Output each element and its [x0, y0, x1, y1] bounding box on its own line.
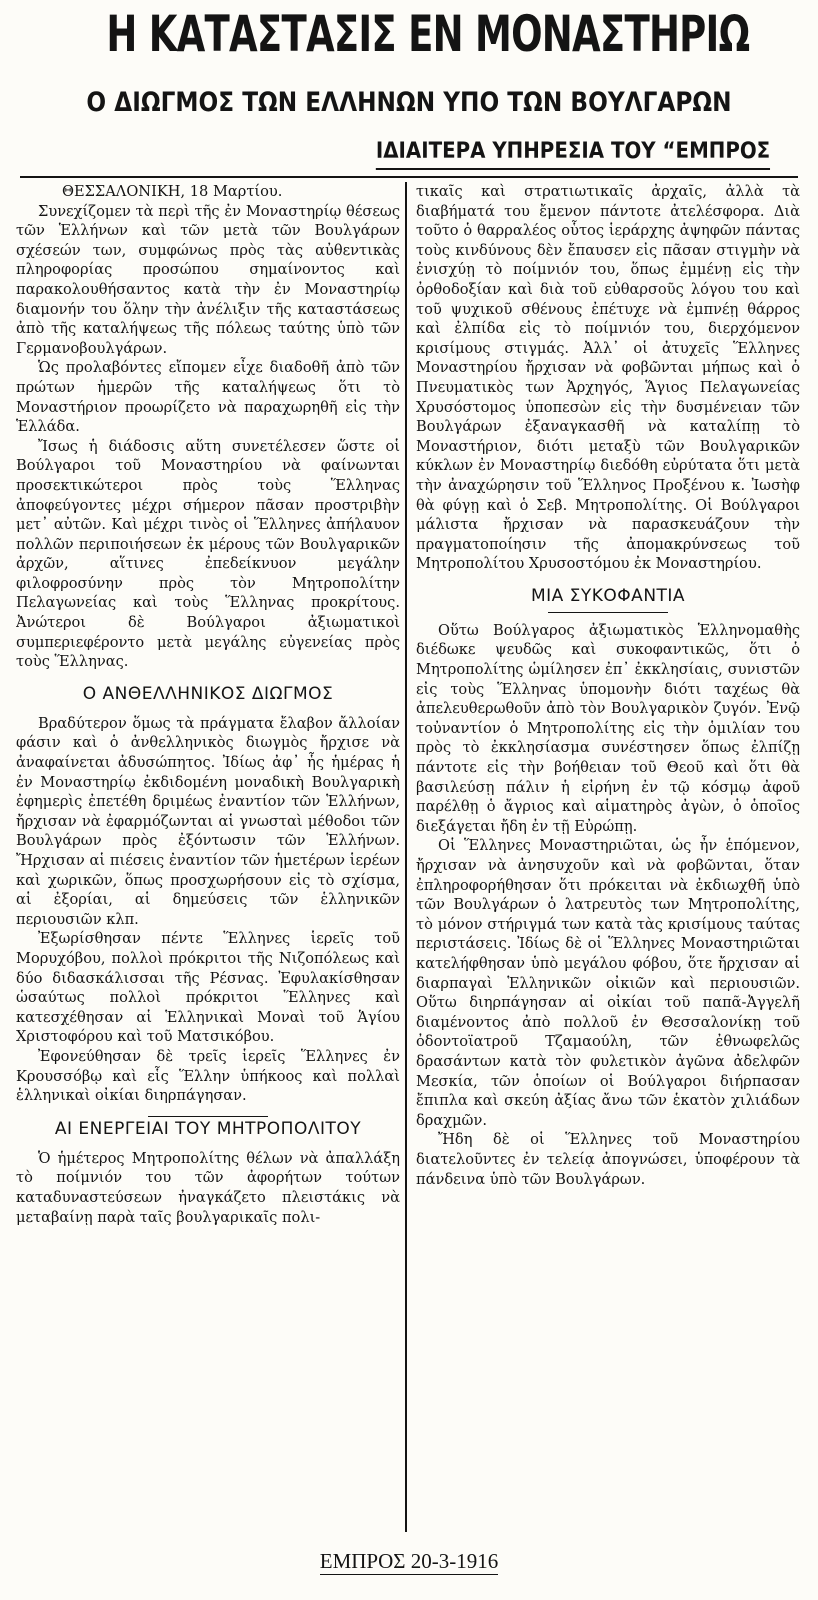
dateline: ΘΕΣΣΑΛΟΝΙΚΗ, 18 Μαρτίου. — [62, 183, 283, 200]
paragraph: Βραδύτερον ὅμως τὰ πράγματα ἔλαβον ἄλλοίαν φάσιν καὶ ὁ ἀνθελληνικὸς διωγμὸς ἤρχισε νὰ ἀναφαίνεται ἀδυσώπητος. Ἰδίως ἀφ᾽ ἧς ἡμέρας ἡ ἐν Μοναστηρίῳ ἐκδιδομένη μοναδικὴ Βουλγαρικὴ ἐφημερὶς ἐπετέθη δριμέως ἐναντίον τῶν Ἑλλήνων, ἤρχισαν νὰ ἐφαρμόζωνται αἱ γνωσταὶ μέθοδοι τῶν Βουλγάρων πρὸς ἐξόντωσιν τῶν Ἑλλήνων. Ἤρχισαν αἱ πιέσεις ἐναντίον τῶν ἡμετέρων ἱερέων καὶ χωρικῶν, ὅπως προσχωρήσουν εἰς τὸ σχίσμα, αἱ ἐξορίαι, αἱ δημεύσεις τῶν ἑλληνικῶν περιουσιῶν κλπ. — [16, 714, 400, 928]
source-caption — [0, 1548, 818, 1574]
section-heading-slander — [416, 584, 800, 613]
subheadline: Ο ΔΙΩΓΜΟΣ ΤΩΝ ΕΛΛΗΝΩΝ ΥΠΟ ΤΩΝ ΒΟΥΛΓΑΡΩΝ — [86, 87, 732, 118]
section-heading-metropolitan-actions — [16, 1116, 400, 1141]
paragraph: Ὁ ἡμέτερος Μητροπολίτης θέλων νὰ ἀπαλλάξη τὸ ποίμνιόν του τῶν ἀφορήτων τούτων καταδυναστεύσεων ἠναγκάζετο πλειστάκις νὰ μεταβαίνῃ παρὰ ταῖς βουλγαρικαῖς πολι- — [16, 1149, 400, 1226]
section-rule — [548, 612, 668, 613]
section-heading-text: ΑΙ ΕΝΕΡΓΕΙΑΙ ΤΟΥ ΜΗΤΡΟΠΟΛΙΤΟΥ — [54, 1118, 362, 1139]
section-rule — [148, 1116, 268, 1117]
headline: Η ΚΑΤΑΣΤΑΣΙΣ ΕΝ ΜΟΝΑΣΤΗΡΙΩ — [106, 5, 750, 63]
paragraph: Οὕτω Βούλγαρος ἀξιωματικὸς Ἑλληνομαθὴς διέδωκε ψευδῶς καὶ συκοφαντικῶς, ὅτι ὁ Μητροπολίτης ὡμίλησεν ἐπ᾽ ἐκκλησίαις, συνιστῶν εἰς τοὺς Ἕλληνας ὑπομονὴν διότι ταχέως θὰ ἀπελευθερωθοῦν ἀπὸ τὸν Βουλγαρικὸν ζυγόν. Ἐνῷ τοὐναντίον ὁ Μητροπολίτης εἰς τὴν ὁμιλίαν του πρὸς τὸ ἐκκλησίασμα συνέστησεν ὅπως ἐλπίζῃ πάντοτε εἰς τὴν βοήθειαν τοῦ Θεοῦ καὶ ὅτι θὰ βασιλεύσῃ πάλιν ἡ εἰρήνη ἐν τῷ κόσμῳ ἀφοῦ παρέλθῃ ὁ ἄγριος καὶ αἱματηρὸς ἀγὼν, ὁ ὁποῖος διεξάγεται ἤδη ἐν τῇ Εὐρώπῃ. — [416, 621, 800, 835]
section-heading-text: ΜΙΑ ΣΥΚΟΦΑΝΤΙΑ — [530, 585, 686, 606]
paragraph: Ὡς προλαβόντες εἴπομεν εἶχε διαδοθῆ ἀπὸ τῶν πρώτων ἡμερῶν τῆς καταλήψεως ὅτι τὸ Μοναστήριον προωρίζετο νὰ παραχωρηθῆ εἰς τὴν Ἑλλάδα. — [16, 359, 400, 436]
section-heading-anti-hellenic-persecution — [16, 682, 400, 706]
paragraph: Ἤδη δὲ οἱ Ἕλληνες τοῦ Μοναστηρίου διατελοῦντες ἐν τελείᾳ ἀπογνώσει, ὑποφέρουν τὰ πάνδεινα ὑπὸ τῶν Βουλγάρων. — [416, 1131, 800, 1188]
paragraph: Ἴσως ἡ διάδοσις αὕτη συνετέλεσεν ὥστε οἱ Βούλγαροι τοῦ Μοναστηρίου νὰ φαίνωνται προσεκτικώτεροι πρὸς τοὺς Ἕλληνας ἀποφεύγοντες μέχρι σήμερον πᾶσαν προστριβὴν μετ᾽ αὐτῶν. Καὶ μέχρι τινὸς οἱ Ἕλληνες ἀπήλαυον πολλῶν περιποιήσεων ἐκ μέρους τῶν Βουλγαρικῶν ἀρχῶν, αἵτινες ἐπεδείκνυον μεγάλην φιλοφροσύνην πρὸς τὸν Μητροπολίτην Πελαγωνείας καὶ τοὺς Ἕλληνας προκρίτους. Ἀνώτεροι δὲ Βούλγαροι ἀξιωματικοὶ συμπεριεφέροντο μετὰ μεγάλης εὐγενείας πρὸς τοὺς Ἕλληνας. — [16, 437, 400, 671]
header-rule — [20, 176, 798, 178]
source-caption-text: ΕΜΠΡΟΣ 20-3-1916 — [319, 1549, 499, 1573]
paragraph: Συνεχίζομεν τὰ περὶ τῆς ἐν Μοναστηρίῳ θέσεως τῶν Ἑλλήνων καὶ τῶν μετὰ τῶν Βουλγάρων σχέσεών των, συμφώνως πρὸς τὰς αὐθεντικὰς πληροφορίας προσώπου σημαίνοντος καὶ παρακολουθήσαντος κατὰ τὴν ἐν Μοναστηρίῳ διαμονήν του ὅλην τὴν ἀνέλιξιν τῆς καταστάσεως ἀπὸ τῆς καταλήψεως τῆς πόλεως ταύτης ὑπὸ τῶν Γερμανοβουλγάρων. — [16, 202, 400, 357]
paragraph: Ἐξωρίσθησαν πέντε Ἕλληνες ἱερεῖς τοῦ Μορυχόβου, πολλοὶ πρόκριτοι τῆς Νιζοπόλεως καὶ δύο διδασκάλισσαι τῆς Ρέσνας. Ἐφυλακίσθησαν ὡσαύτως πολλοὶ πρόκριτοι Ἕλληνες καὶ κατεσχέθησαν αἱ Ἑλληνικαὶ Μοναὶ τοῦ Ἁγίου Χριστοφόρου καὶ τοῦ Ματσικόβου. — [16, 930, 400, 1046]
right-column — [416, 182, 800, 1532]
left-column — [16, 182, 400, 1532]
byline: ΙΔΙΑΙΤΕΡΑ ΥΠΗΡΕΣΙΑ ΤΟΥ “ΕΜΠΡΟΣ — [376, 138, 770, 170]
section-heading-text: Ο ΑΝΘΕΛΛΗΝΙΚΟΣ ΔΙΩΓΜΟΣ — [82, 683, 334, 704]
paragraph: τικαῖς καὶ στρατιωτικαῖς ἀρχαῖς, ἀλλὰ τὰ διαβήματά του ἔμενον πάντοτε ἀτελέσφορα. Διὰ τοῦτο ὁ θαρραλέος οὗτος ἱεράρχης ἀψηφῶν πάντας τοὺς κινδύνους δὲν ἔπαυσεν εἰς πᾶσαν στιγμὴν νὰ ἐνισχύῃ τὸ ποίμνιόν του, ὅπως ἐμμένῃ εἰς τὴν ὀρθοδοξίαν καὶ διὰ τοῦ εὐθαρσοῦς λόγου του καὶ τοῦ ψυχικοῦ σθένους ἐπέτυχε νὰ ἐμπνέῃ θάρρος καὶ ἐλπίδα εἰς τὸ ποίμνιόν του, διερχόμενον κρισίμους στιγμάς. Ἀλλ᾽ οἱ ἀτυχεῖς Ἕλληνες Μοναστηρίου ἤρχισαν νὰ φοβῶνται μήπως καὶ ὁ Πνευματικὸς των Ἀρχηγός, Ἅγιος Πελαγωνείας Χρυσόστομος ὑποπεσὼν εἰς τὴν δυσμένειαν τῶν Βουλγάρων ἐξαναγκασθῆ νὰ καταλίπῃ τὸ Μοναστήριον, διότι μεταξὺ τῶν Βουλγαρικῶν κύκλων ἐν Μοναστηρίῳ διεδόθη εὐρύτατα ὅτι μετὰ τὴν ἀναχώρησιν τοῦ Ἕλληνος Προξένου κ. Ἰωσὴφ θὰ φύγῃ καὶ ὁ Σεβ. Μητροπολίτης. Οἱ Βούλγαροι μάλιστα ἤρχισαν νὰ παρασκευάζουν τὴν πραγματοποίησιν τῆς ἀπομακρύνσεως τοῦ Μητροπολίτου Χρυσοστόμου ἐκ Μοναστηρίου. — [416, 183, 800, 573]
paragraph: Ἐφονεύθησαν δὲ τρεῖς ἱερεῖς Ἕλληνες ἐν Κρουσσόβῳ καὶ εἷς Ἕλλην ὑπήκοος καὶ πολλαὶ ἑλληνικαὶ οἰκίαι διηρπάγησαν. — [16, 1047, 400, 1105]
column-divider — [405, 182, 407, 1532]
paragraph: Οἱ Ἕλληνες Μοναστηριῶται, ὡς ἦν ἑπόμενον, ἤρχισαν νὰ ἀνησυχοῦν καὶ νὰ φοβῶνται, ὅταν ἐπληροφορήθησαν ὅτι πρόκειται νὰ ἐκδιωχθῆ ὑπὸ τῶν Βουλγάρων ὁ λατρευτὸς των Μητροπολίτης, τὸ μόνον στήριγμά των κατὰ τὰς κρισίμους ταύτας περιστάσεις. Ἰδίως δὲ οἱ Ἕλληνες Μοναστηριῶται κατελήφθησαν ὑπὸ μεγάλου φόβου, ὅτε ἤρχισαν αἱ διαρπαγαὶ Ἑλληνικῶν οἰκιῶν καὶ περιουσιῶν. Οὕτω διηρπάγησαν αἱ οἰκίαι τοῦ παπᾶ-Ἀγγελῆ διαμένοντος ἀπὸ πολλοῦ ἐν Θεσσαλονίκῃ τοῦ ὀδοντοϊατροῦ Τζαμαούλη, τῶν ἐθνωφελῶς δρασάντων κατὰ τὸν φυλετικὸν ἀγῶνα ἀδελφῶν Μεσκία, τῶν ὁποίων οἱ Βούλγαροι διήρπασαν ἔπιπλα καὶ σκεύη ἀξίας ἄνω τῶν ἑκατὸν χιλιάδων δραχμῶν. — [416, 837, 800, 1129]
